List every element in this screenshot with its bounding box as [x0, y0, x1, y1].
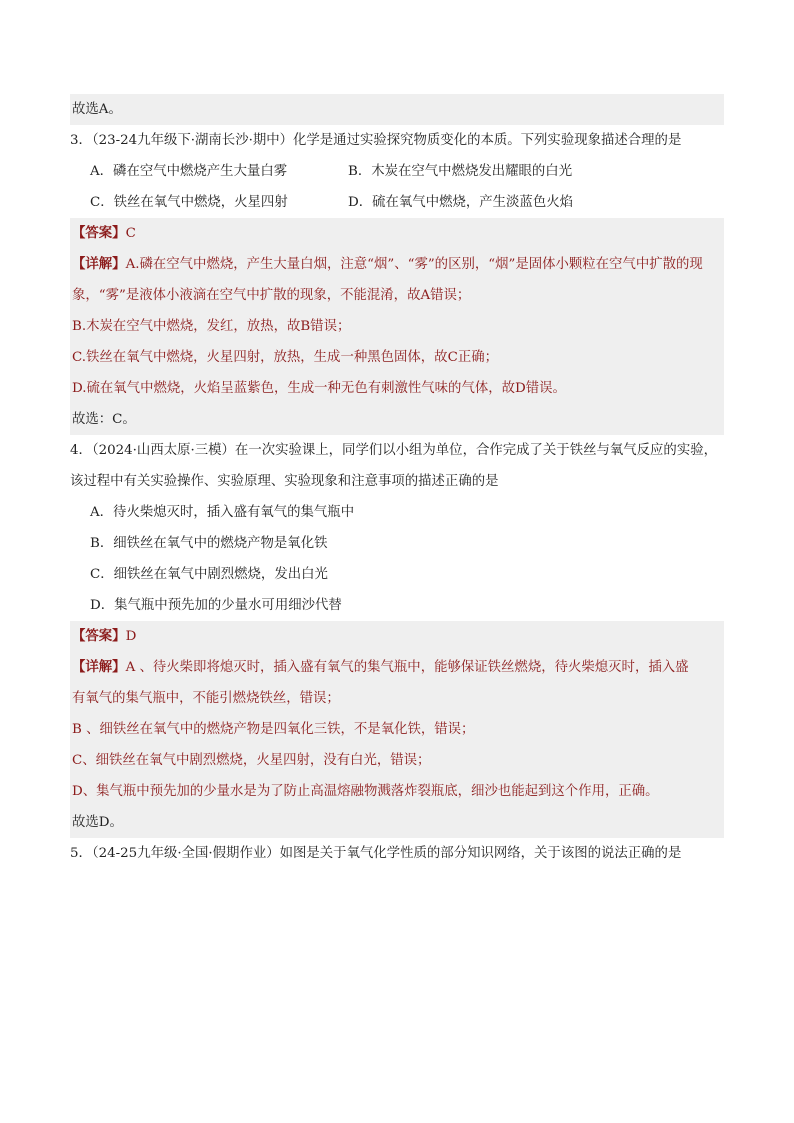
detail-line [70, 249, 724, 280]
previous-answer-block [70, 94, 724, 125]
detail-line: 象，“雾”是液体小液滴在空气中扩散的现象，不能混淆，故A错误； [72, 288, 471, 303]
conclusion-line: 故选：C。 [72, 412, 136, 427]
detail-tag: 【详解】 [72, 659, 126, 675]
option-c: C．细铁丝在氧气中剧烈燃烧，发出白光 [90, 567, 328, 582]
option-a: A．磷在空气中燃烧产生大量白雾 [90, 164, 288, 179]
option-c: C．铁丝在氧气中燃烧，火星四射 [90, 195, 288, 210]
detail-text: A 、待火柴即将熄灭时，插入盛有氧气的集气瓶中，能够保证铁丝燃烧，待火柴熄灭时，插入盛 [125, 660, 689, 675]
answer-line [70, 621, 724, 652]
question-5 [70, 838, 724, 869]
detail-line [70, 652, 724, 683]
question-4-solution [70, 621, 724, 838]
option-b: B．细铁丝在氧气中的燃烧产物是氧化铁 [90, 536, 328, 551]
question-3-solution [70, 218, 724, 435]
detail-line: B 、细铁丝在氧气中的燃烧产物是四氧化三铁，不是氧化铁，错误； [72, 722, 475, 737]
detail-line: D、集气瓶中预先加的少量水是为了防止高温熔融物溅落炸裂瓶底，细沙也能起到这个作用，正确。 [72, 784, 659, 799]
question-3 [70, 125, 724, 218]
detail-text: A.磷在空气中燃烧，产生大量白烟，注意“烟”、“雾”的区别，“烟”是固体小颗粒在空气中扩散的现 [125, 257, 703, 272]
page-content [70, 94, 724, 869]
question-stem: 4．（2024·山西太原·三模）在一次实验课上，同学们以小组为单位，合作完成了关于铁丝与氧气反应的实验， [70, 443, 717, 458]
answer-tag: 【答案】 [72, 225, 126, 241]
detail-line: D.硫在氧气中燃烧，火焰呈蓝紫色，生成一种无色有刺激性气味的气体，故D错误。 [72, 381, 566, 396]
detail-tag: 【详解】 [72, 256, 126, 272]
option-row [70, 156, 724, 187]
question-4 [70, 435, 724, 621]
conclusion-line: 故选D。 [72, 815, 123, 830]
answer-tag: 【答案】 [72, 628, 126, 644]
option-b: B．木炭在空气中燃烧发出耀眼的白光 [348, 164, 573, 179]
question-stem: 5．（24-25九年级·全国·假期作业）如图是关于氧气化学性质的部分知识网络，关于该图的说法正确的是 [70, 846, 682, 861]
detail-line: C.铁丝在氧气中燃烧，火星四射，放热，生成一种黑色固体，故C正确； [72, 350, 498, 365]
answer-line [70, 218, 724, 249]
question-stem-continued: 该过程中有关实验操作、实验原理、实验现象和注意事项的描述正确的是 [70, 474, 499, 489]
option-d: D．硫在氧气中燃烧，产生淡蓝色火焰 [348, 195, 573, 210]
detail-line: B.木炭在空气中燃烧，发红，放热，故B错误； [72, 319, 351, 334]
detail-line: C、细铁丝在氧气中剧烈燃烧，火星四射，没有白光，错误； [72, 753, 431, 768]
answer-value: C [125, 226, 136, 241]
conclusion-line: 故选A。 [72, 102, 122, 117]
option-row [70, 187, 724, 218]
answer-value: D [125, 629, 137, 644]
question-stem: 3．（23-24九年级下·湖南长沙·期中）化学是通过实验探究物质变化的本质。下列实验现象描述合理的是 [70, 133, 682, 148]
option-a: A．待火柴熄灭时，插入盛有氧气的集气瓶中 [90, 505, 355, 520]
detail-line: 有氧气的集气瓶中，不能引燃烧铁丝，错误； [72, 691, 340, 706]
option-d: D．集气瓶中预先加的少量水可用细沙代替 [90, 598, 342, 613]
